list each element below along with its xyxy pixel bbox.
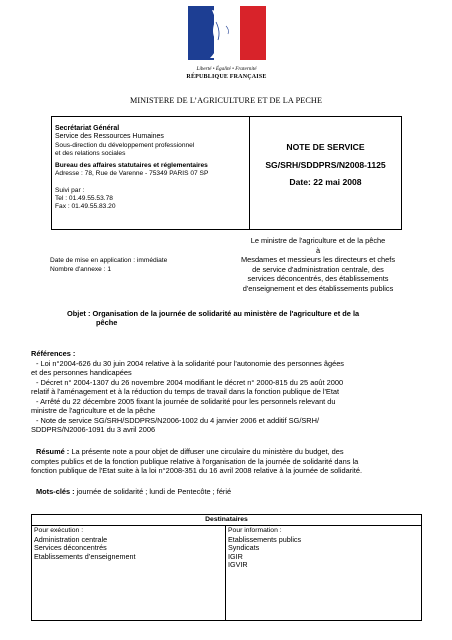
table-column-divider xyxy=(225,525,226,620)
reference-line: SDDPRS/N2006-1091 du 3 avril 2006 xyxy=(31,425,156,434)
reference-line: - Loi n°2004-626 du 30 juin 2004 relative à la solidarité pour l'autonomie des personnes âgées xyxy=(36,359,344,368)
reference-line: ministre de l'agriculture et de la pêche xyxy=(31,406,156,415)
execution-heading: Pour exécution : xyxy=(34,527,84,534)
secretariat-name: Secrétariat Général xyxy=(55,125,120,132)
list-item: IGVIR xyxy=(228,560,248,570)
reference-line: relatif à l'aménagement et à la réduction du temps de travail dans la fonction publique de l'Etat xyxy=(31,387,340,396)
bureau-name: Bureau des affaires statutaires et réglementaires xyxy=(55,162,208,169)
header-table xyxy=(51,116,402,230)
recipients-block xyxy=(228,236,408,294)
object-line-2: pêche xyxy=(96,318,118,327)
recipient-line: Le ministre de l'agriculture et de la pêche xyxy=(250,236,386,245)
ministry-name: MINISTERE DE L’AGRICULTURE ET DE LA PECHE xyxy=(129,96,323,105)
subdirection-line-1: Sous-direction du développement professionnel xyxy=(55,142,195,149)
note-title: NOTE DE SERVICE xyxy=(286,142,365,152)
recipient-line: à xyxy=(315,245,321,255)
republic-motto: Liberté • Égalité • Fraternité xyxy=(196,66,257,72)
information-column xyxy=(228,527,301,570)
reference-line: - Décret n° 2004-1307 du 26 novembre 2004 modifiant le décret n° 2000-815 du 25 août 2000 xyxy=(36,378,344,387)
summary-text: La présente note a pour objet de diffuser une circulaire du ministère du budget, des xyxy=(69,447,344,456)
list-item: Etablissements d’enseignement xyxy=(34,551,136,561)
summary-line-2: comptes publics et de la fonction publique relative à l'organisation de la journée de solidarité dans la xyxy=(31,457,359,466)
summary-line-3: fonction publique de l'Etat suite à la loi n°2008-351 du 16 avril 2008 relative à la journée de solidarité. xyxy=(31,466,363,475)
destinataires-table xyxy=(31,514,422,621)
table-divider xyxy=(32,525,421,526)
reference-line: - Arrêté du 22 décembre 2005 fixant la journée de solidarité pour les personnels relevant du xyxy=(36,397,336,406)
note-reference: SG/SRH/SDDPRS/N2008-1125 xyxy=(265,160,386,170)
summary-label: Résumé : xyxy=(36,447,70,456)
sender-tel: Tel : 01.49.55.53.78 xyxy=(55,195,113,202)
application-date: Date de mise en application : immédiate xyxy=(50,257,168,264)
list-item: Services déconcentrés xyxy=(34,543,107,553)
reference-line: et des personnes handicapées xyxy=(31,368,132,377)
execution-column xyxy=(34,527,135,561)
header-divider xyxy=(249,117,250,229)
recipient-line: services déconcentrés, des établissements xyxy=(247,274,389,284)
destinataires-title: Destinataires xyxy=(205,516,248,523)
keywords-label: Mots-clés : xyxy=(36,487,75,496)
service-name: Service des Ressources Humaines xyxy=(55,133,164,140)
recipient-line: d'enseignement et des établissements publics xyxy=(242,283,394,293)
information-heading: Pour information : xyxy=(228,527,282,534)
list-item: Etablissements publics xyxy=(228,534,302,544)
list-item: Syndicats xyxy=(228,543,260,553)
reference-line: - Note de service SG/SRH/SDDPRS/N2006-1002 du 4 janvier 2006 et additif SG/SRH/ xyxy=(36,416,320,425)
annex-count: Nombre d'annexe : 1 xyxy=(50,266,112,273)
recipient-line: de service d'administration centrale, des xyxy=(252,264,384,274)
note-date: Date: 22 mai 2008 xyxy=(289,177,362,187)
marianne-logo xyxy=(176,6,277,89)
republic-name: RÉPUBLIQUE FRANÇAISE xyxy=(186,74,267,80)
keywords-line xyxy=(36,487,231,496)
list-item: Administration centrale xyxy=(34,534,108,544)
sender-fax: Fax : 01.49.55.83.20 xyxy=(55,203,116,210)
followed-by-label: Suivi par : xyxy=(55,187,85,194)
summary-line-1 xyxy=(36,447,344,456)
recipient-line: Mesdames et messieurs les directeurs et chefs xyxy=(240,255,396,265)
sender-address: Adresse : 78, Rue de Varenne - 75349 PARIS 07 SP xyxy=(55,170,209,177)
references-heading: Références : xyxy=(31,349,76,358)
list-item: IGIR xyxy=(228,551,243,561)
object-line-1: Objet : Organisation de la journée de solidarité au ministère de l'agriculture et de la xyxy=(67,309,360,318)
keywords-text: journée de solidarité ; lundi de Pentecôte ; férié xyxy=(74,487,232,496)
subdirection-line-2: et des relations sociales xyxy=(55,150,126,157)
marianne-flag-icon xyxy=(188,6,266,60)
